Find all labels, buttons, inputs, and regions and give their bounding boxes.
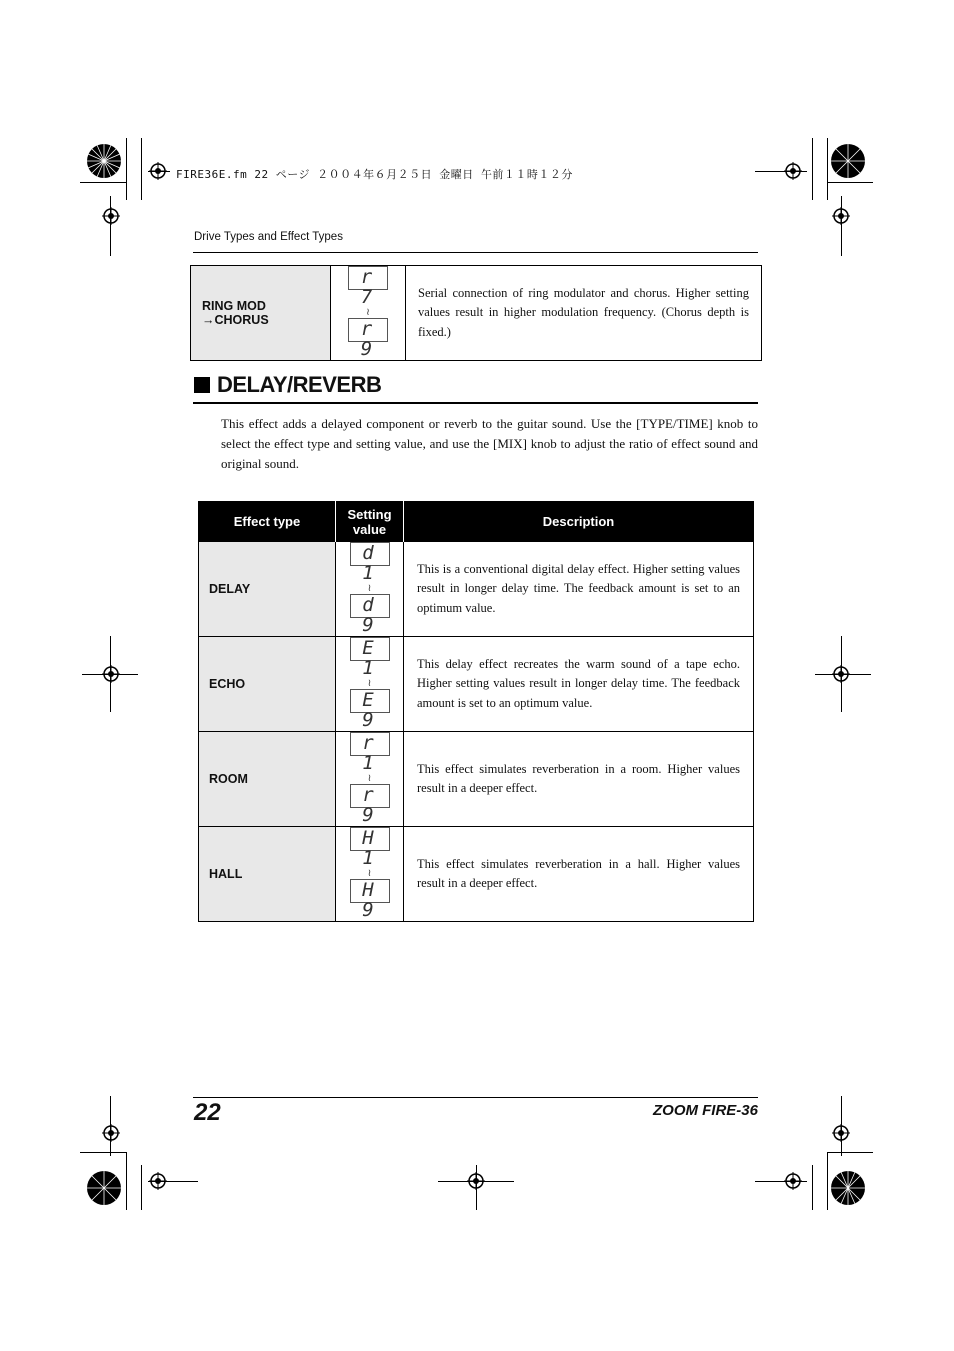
setting-value-cell	[336, 732, 404, 827]
effect-name-line: →CHORUS	[202, 313, 269, 327]
table-row	[199, 542, 754, 637]
intro-paragraph: This effect adds a delayed component or reverb to the guitar sound. Use the [TYPE/TIME] knob to select the effect type and setting value, and use the [MIX] knob to adjust the ratio of effect sound and original sound.	[221, 416, 758, 471]
footer-rule	[193, 1097, 758, 1098]
delay-reverb-table	[198, 501, 754, 922]
crosshair-icon	[149, 1172, 167, 1190]
table-row	[199, 637, 754, 732]
crosshair-icon	[102, 1124, 120, 1142]
effect-name: ROOM	[199, 732, 336, 827]
effect-description: This is a conventional digital delay effect. Higher setting values result in longer delay time. The feedback amount is set to an optimum value.	[404, 542, 754, 637]
setting-value-cell	[336, 542, 404, 637]
crosshair-icon	[832, 207, 850, 225]
product-name: ZOOM FIRE-36	[652, 1102, 758, 1119]
lcd-display: d 1	[350, 542, 390, 566]
table-row	[199, 827, 754, 922]
crosshair-icon	[832, 1124, 850, 1142]
range-symbol: ≀	[367, 583, 372, 594]
registration-target-icon	[830, 1170, 866, 1206]
effect-description: This delay effect recreates the warm sound of a tape echo. Higher setting values result in longer delay time. The feedback amount is set to an optimum value.	[404, 637, 754, 732]
crosshair-icon	[832, 665, 850, 683]
crosshair-icon	[467, 1172, 485, 1190]
lcd-display: H 1	[350, 827, 390, 851]
crosshair-icon	[102, 665, 120, 683]
lcd-display: r 9	[350, 784, 390, 808]
section-rule	[193, 402, 758, 404]
effect-description: This effect simulates reverberation in a hall. Higher values result in a deeper effect.	[404, 827, 754, 922]
registration-target-icon	[830, 143, 866, 179]
registration-target-icon	[86, 143, 122, 179]
setting-value-cell	[336, 827, 404, 922]
effect-description: This effect simulates reverberation in a room. Higher values result in a deeper effect.	[404, 732, 754, 827]
range-symbol: ≀	[367, 773, 372, 784]
crosshair-icon	[102, 207, 120, 225]
effect-name: DELAY	[199, 542, 336, 637]
range-symbol: ≀	[366, 307, 370, 318]
lcd-display: r 1	[350, 732, 390, 756]
lcd-display: E 1	[350, 637, 390, 661]
effect-description: Serial connection of ring modulator and chorus. Higher setting values result in higher modulation frequency. (Chorus depth is fixed.)	[406, 266, 762, 361]
crosshair-icon	[784, 162, 802, 180]
header-description: Description	[404, 502, 754, 542]
header-effect-type: Effect type	[199, 502, 336, 542]
effect-name: ECHO	[199, 637, 336, 732]
header-setting-line: value	[352, 521, 387, 537]
lcd-display: r 9	[348, 318, 388, 342]
effect-name: HALL	[199, 827, 336, 922]
lcd-display: r 7	[348, 266, 388, 290]
table-header-row	[199, 502, 754, 542]
effect-name	[191, 266, 331, 361]
table-row	[199, 732, 754, 827]
range-symbol: ≀	[367, 678, 372, 689]
header-rule	[193, 252, 758, 253]
crosshair-icon	[784, 1172, 802, 1190]
lcd-display: H 9	[350, 879, 390, 903]
square-bullet-icon	[194, 377, 210, 393]
ring-mod-table	[190, 265, 762, 361]
lcd-display: d 9	[350, 594, 390, 618]
lcd-display: E 9	[350, 689, 390, 713]
setting-value-cell	[336, 637, 404, 732]
header-setting-line: Setting	[347, 506, 392, 522]
header-setting-value	[336, 502, 404, 542]
setting-value-cell	[331, 266, 406, 361]
section-title-text: DELAY/REVERB	[217, 372, 382, 397]
effect-name-line: RING MOD	[202, 299, 266, 313]
table-row	[191, 266, 762, 361]
range-symbol: ≀	[367, 868, 372, 879]
crosshair-icon	[149, 162, 167, 180]
registration-target-icon	[86, 1170, 122, 1206]
running-header: Drive Types and Effect Types	[194, 231, 343, 243]
file-header: FIRE36E.fm 22 ページ ２００４年６月２５日 金曜日 午前１１時１２分	[176, 168, 573, 181]
page-number: 22	[194, 1099, 221, 1126]
section-title	[194, 372, 381, 398]
